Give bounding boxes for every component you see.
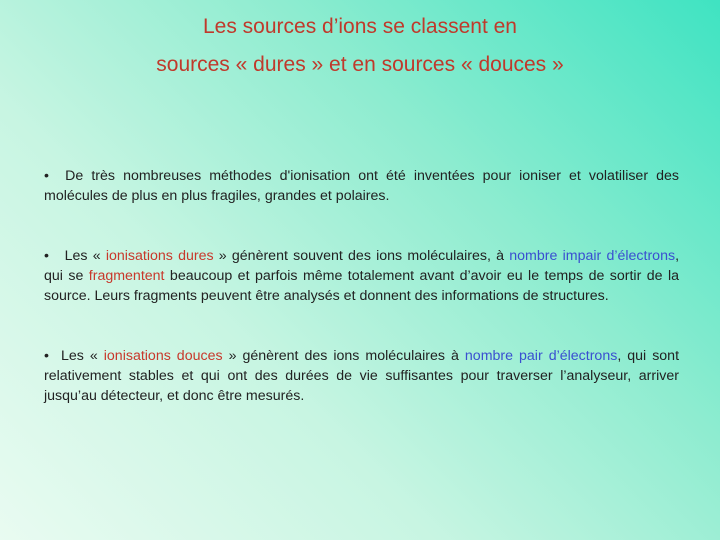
bullet-marker: • (44, 248, 49, 264)
term-fragment: fragmentent (88, 268, 165, 284)
bullet-text: Les « (60, 348, 104, 364)
bullet-text: beaucoup et parfois même totalement avant d’avoir eu le temps de sortir de la source. Leurs fragments peuvent être analysés et donnent des informations de structures. (44, 268, 679, 304)
bullet-marker: • (44, 348, 49, 364)
term-soft-ionizations: ionisations douces (103, 348, 223, 364)
bullet-item-methods (44, 166, 679, 206)
bullet-list (44, 166, 679, 406)
bullet-item-soft-ionization (44, 346, 679, 406)
term-hard-ionizations: ionisations dures (105, 248, 214, 264)
bullet-text: , qui se (44, 248, 680, 284)
bullet-marker: • (44, 168, 49, 184)
bullet-text: De très nombreuses méthodes d'ionisation ont été inventées pour ioniser et volatiliser des molécules de plus en plus fragiles, grandes et polaires. (44, 168, 680, 204)
bullet-text: , qui sont relativement stables et qui ont des durées de vie suffisantes pour traverser l’analyseur, arriver jusqu’au détecteur, et donc être mesurés. (44, 348, 680, 404)
term-even-electrons: nombre pair d’électrons (464, 348, 618, 364)
bullet-text: » génèrent souvent des ions moléculaires, à (213, 248, 510, 264)
slide-title (0, 8, 720, 84)
bullet-text: » génèrent des ions moléculaires à (222, 348, 465, 364)
bullet-item-hard-ionization (44, 246, 679, 306)
title-line-1: Les sources d’ions se classent en (202, 15, 517, 38)
term-odd-electrons: nombre impair d’électrons (509, 248, 676, 264)
bullet-text: Les « (64, 248, 106, 264)
title-line-2: sources « dures » et en sources « douces » (156, 53, 564, 76)
